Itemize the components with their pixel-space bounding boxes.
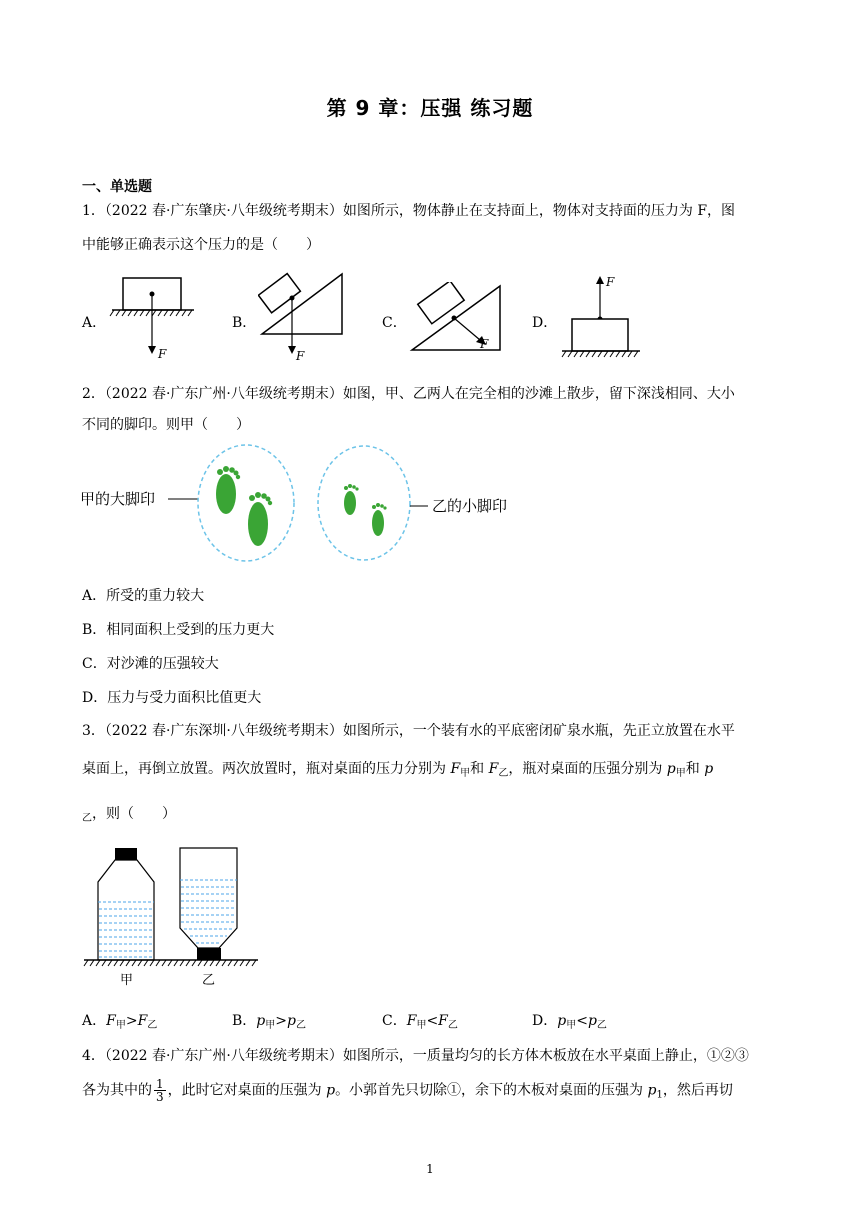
q4-stem-line2: 各为其中的 $\frac{1}{3}$ ，此时它对桌面的压强为 p。小郭首先只切除①，余下的木板对桌面的压强为 $p_1$，然后再切 bbox=[82, 1077, 733, 1104]
label-yi-footprint: 乙的小脚印 bbox=[432, 497, 508, 515]
q2-option-d[interactable]: D．压力与受力面积比值更大 bbox=[82, 690, 262, 706]
q2-footprint-figure bbox=[80, 442, 560, 572]
q1-option-b[interactable]: B． bbox=[232, 315, 257, 331]
fraction-one-third: $\frac{1}{3}$ bbox=[156, 1077, 164, 1104]
page-title: 第 9 章：压强 练习题 bbox=[326, 96, 534, 120]
q3-option-b[interactable]: B．$p_甲>p_乙$ bbox=[232, 1013, 306, 1031]
q1-figure-d bbox=[560, 272, 650, 362]
q3-stem-line3: $_乙$，则（ ） bbox=[82, 806, 176, 824]
bottle-label-jia: 甲 bbox=[120, 973, 134, 987]
q3-option-a[interactable]: A．$F_甲>F_乙$ bbox=[82, 1013, 158, 1031]
q1-option-a[interactable]: A． bbox=[82, 315, 107, 331]
svg-text:F: F bbox=[480, 337, 489, 351]
q2-stem-line2: 不同的脚印。则甲（ ） bbox=[82, 417, 250, 433]
q2-option-c[interactable]: C．对沙滩的压强较大 bbox=[82, 656, 219, 672]
q1-figure-a bbox=[108, 272, 198, 362]
q3-stem-line1: 3．（2022 春·广东深圳·八年级统考期末）如图所示，一个装有水的平底密闭矿泉水瓶，先正立放置在水平 bbox=[82, 723, 735, 739]
svg-text:F: F bbox=[296, 349, 305, 363]
label-jia-footprint: 甲的大脚印 bbox=[80, 490, 156, 508]
q1-figure-c bbox=[408, 282, 508, 354]
page-number: 1 bbox=[426, 1162, 434, 1176]
q3-option-c[interactable]: C．$F_甲<F_乙$ bbox=[382, 1013, 458, 1031]
q2-stem-line1: 2．（2022 春·广东广州·八年级统考期末）如图，甲、乙两人在完全相的沙滩上散步，留下深浅相同、大小 bbox=[82, 386, 735, 402]
q2-option-b[interactable]: B．相同面积上受到的压力更大 bbox=[82, 622, 275, 638]
large-footprints-icon bbox=[216, 466, 272, 546]
q3-stem-line2: 桌面上，再倒立放置。两次放置时，瓶对桌面的压力分别为 $F_甲$和 $F_乙$，瓶对桌面的压强分别为 $p_甲$和 p bbox=[82, 761, 714, 779]
q1-stem-line2: 中能够正确表示这个压力的是（ ） bbox=[82, 237, 320, 253]
bottle-label-yi: 乙 bbox=[202, 973, 216, 987]
q1-option-d[interactable]: D． bbox=[532, 315, 558, 331]
q1-figure-b bbox=[258, 268, 348, 364]
svg-text:F: F bbox=[606, 275, 615, 289]
q1-stem-line1: 1．（2022 春·广东肇庆·八年级统考期末）如图所示，物体静止在支持面上，物体对支持面的压力为 F，图 bbox=[82, 203, 736, 219]
svg-text:F: F bbox=[158, 347, 167, 361]
q4-stem-line1: 4．（2022 春·广东广州·八年级统考期末）如图所示，一质量均匀的长方体木板放在水平桌面上静止，①②③ bbox=[82, 1048, 749, 1064]
q3-bottle-figure bbox=[82, 842, 262, 987]
q3-option-d[interactable]: D．$p_甲<p_乙$ bbox=[532, 1013, 607, 1031]
q2-option-a[interactable]: A．所受的重力较大 bbox=[82, 588, 205, 604]
section-heading: 一、单选题 bbox=[82, 179, 152, 195]
q1-option-c[interactable]: C． bbox=[382, 315, 407, 331]
small-footprints-icon bbox=[344, 484, 387, 536]
